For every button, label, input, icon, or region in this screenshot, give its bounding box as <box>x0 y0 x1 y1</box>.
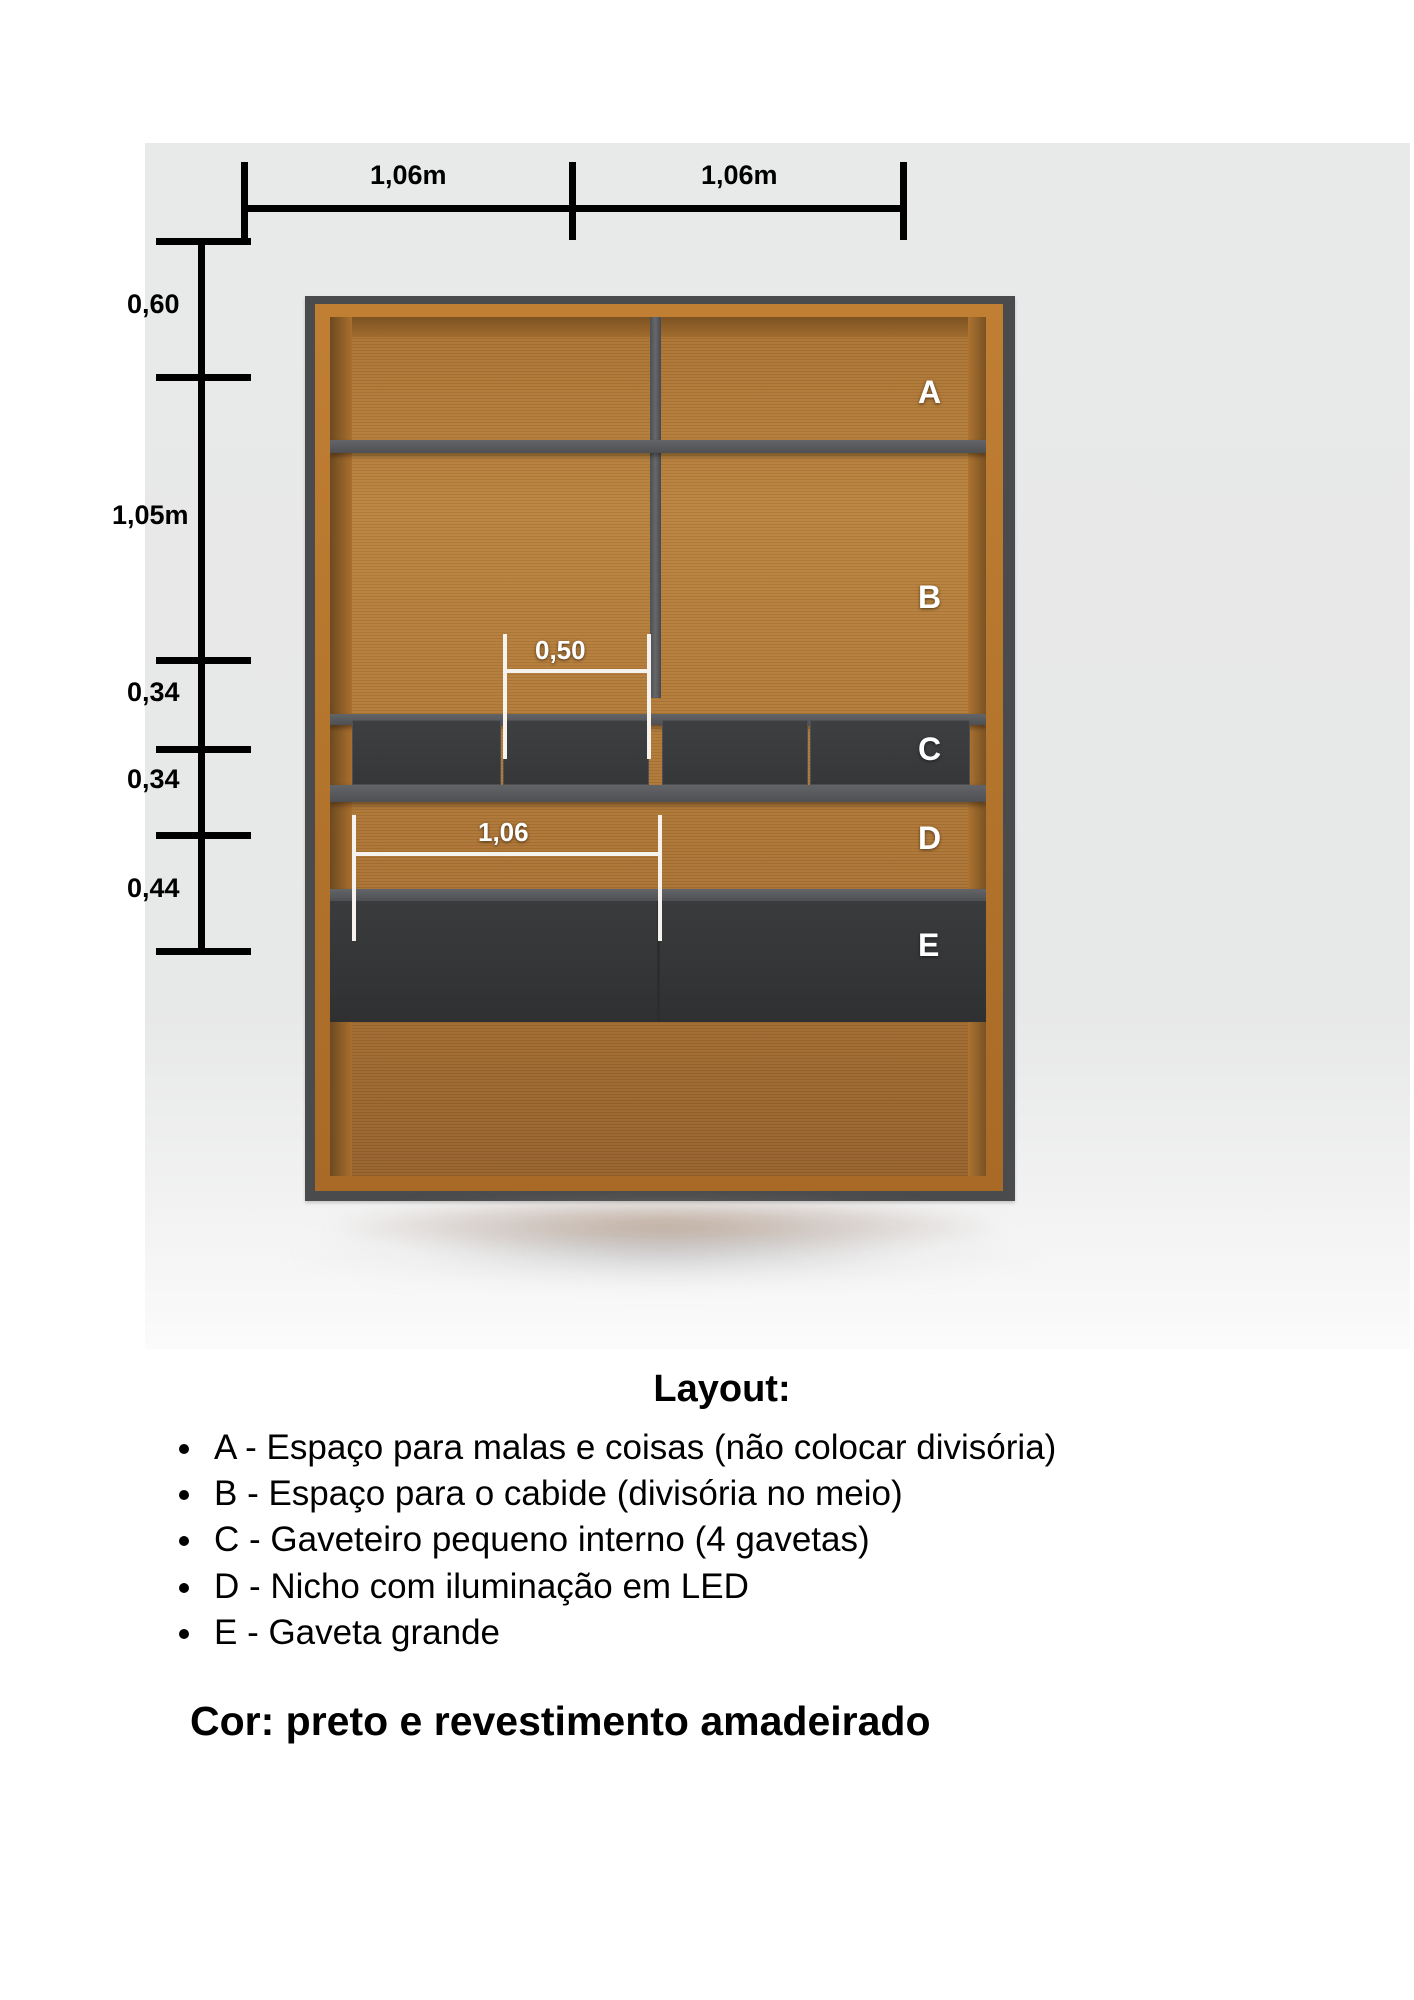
wdim-tick-niche-left <box>352 815 356 941</box>
wardrobe-interior <box>330 317 986 1176</box>
dim-tick-height-d-e <box>156 832 251 839</box>
drawer-e-left[interactable] <box>330 901 657 1022</box>
wdim-line-niche-width <box>352 852 662 856</box>
drawer-c-3[interactable] <box>662 720 808 785</box>
dim-label-height-a: 0,60 <box>127 289 180 319</box>
dim-tick-top-middle <box>569 162 576 240</box>
wdim-tick-inner-drawer-right <box>647 634 651 759</box>
dim-tick-height-bottom <box>156 948 251 955</box>
floor-shadow-soft <box>295 1218 1035 1288</box>
drawer-c-4[interactable] <box>810 720 970 785</box>
wdim-label-niche-width: 1,06 <box>478 817 529 847</box>
dim-label-height-b: 1,05m <box>112 500 189 530</box>
list-item: • D - Nicho com iluminação em LED <box>206 1564 1414 1610</box>
zone-letter-e: E <box>918 927 940 963</box>
zone-letter-d: D <box>918 820 942 856</box>
furniture-render-panel <box>112 143 1410 1349</box>
dim-tick-top-left <box>241 162 248 240</box>
list-item: • C - Gaveteiro pequeno interno (4 gavetas) <box>206 1517 1414 1563</box>
zone-letter-a: A <box>918 374 942 410</box>
layout-title: Layout: <box>653 1368 791 1410</box>
shelf-a-b <box>330 440 986 453</box>
dim-label-top-left-width: 1,06m <box>370 160 447 190</box>
dim-tick-height-c-d <box>156 746 251 753</box>
wardrobe-carcass <box>305 296 1015 1201</box>
dim-tick-height-b-c <box>156 657 251 664</box>
dim-tick-top-right <box>900 162 907 240</box>
dim-label-height-e: 0,44 <box>127 873 180 903</box>
list-item: • A - Espaço para malas e coisas (não colocar divisória) <box>206 1425 1414 1471</box>
wdim-label-inner-drawer-width: 0,50 <box>535 635 586 665</box>
list-item: • B - Espaço para o cabide (divisória no meio) <box>206 1471 1414 1517</box>
dim-label-height-c: 0,34 <box>127 677 180 707</box>
drawer-c-1[interactable] <box>352 720 501 785</box>
layout-list <box>0 1425 1414 1656</box>
wdim-tick-niche-right <box>658 815 662 941</box>
wdim-tick-inner-drawer-left <box>503 634 507 759</box>
shelf-c-bottom <box>330 785 986 802</box>
dim-tick-height-top <box>156 238 251 245</box>
dim-line-left-vertical <box>198 238 205 951</box>
zone-letter-c: C <box>918 731 942 767</box>
divider-vertical-upper <box>650 317 661 698</box>
dim-tick-height-a-b <box>156 374 251 381</box>
color-note: Cor: preto e revestimento amadeirado <box>190 1697 931 1744</box>
zone-letter-b: B <box>918 579 942 615</box>
dim-label-height-d: 0,34 <box>127 764 180 794</box>
wardrobe-wood-edge <box>315 304 1003 1191</box>
list-item: • E - Gaveta grande <box>206 1610 1414 1656</box>
drawer-c-2[interactable] <box>503 720 649 785</box>
specification-text-block <box>0 1368 1414 1745</box>
dim-label-top-right-width: 1,06m <box>701 160 778 190</box>
wdim-line-inner-drawer-width <box>503 669 651 673</box>
